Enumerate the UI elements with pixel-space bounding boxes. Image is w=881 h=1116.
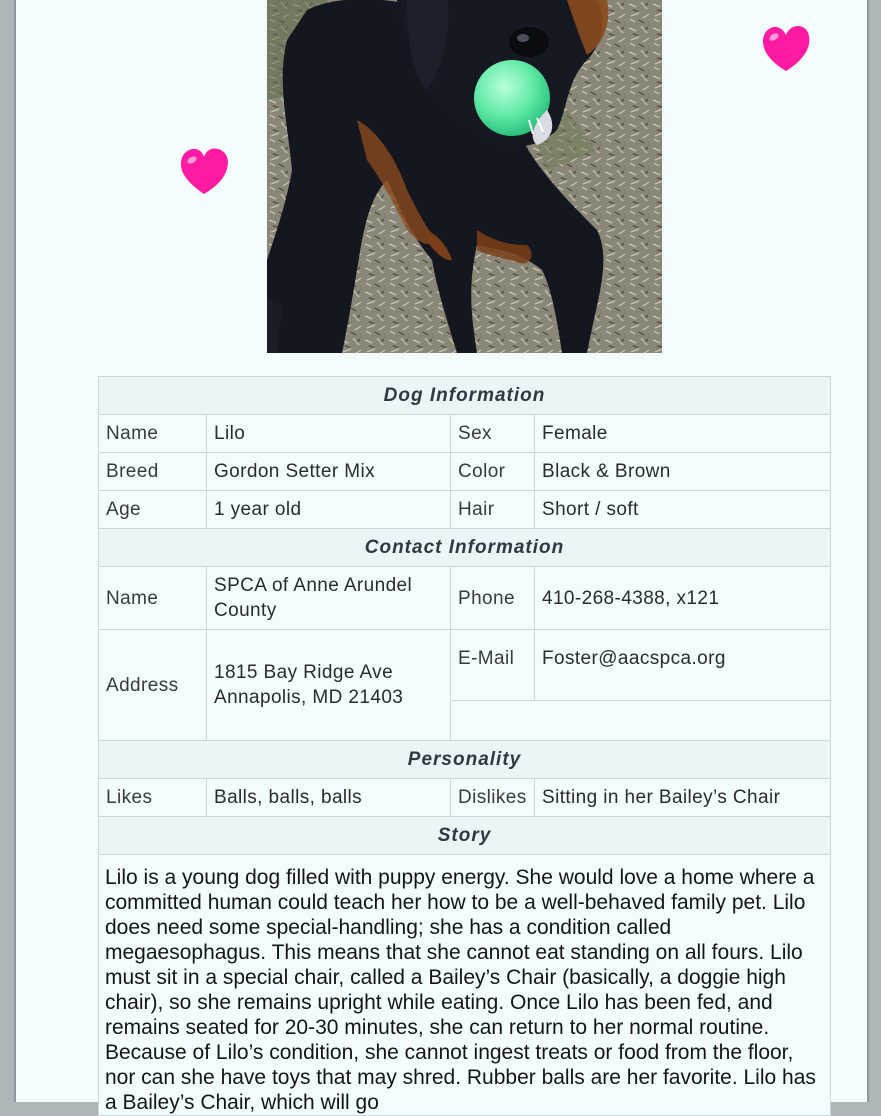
hair-label: Hair (451, 491, 535, 529)
sex-value: Female (535, 415, 831, 453)
age-label: Age (99, 491, 207, 529)
color-value: Black & Brown (535, 453, 831, 491)
name-value: Lilo (207, 415, 451, 453)
dog-info-table (98, 376, 831, 1116)
contact-name-value: SPCA of Anne Arundel County (207, 567, 451, 630)
document-page (14, 0, 869, 1114)
email-label: E-Mail (451, 630, 535, 701)
address-line-2: Annapolis, MD 21403 (214, 687, 404, 708)
dislikes-value: Sitting in her Bailey’s Chair (535, 779, 831, 817)
empty-cell (451, 701, 831, 741)
address-line-1: 1815 Bay Ridge Ave (214, 662, 394, 683)
breed-label: Breed (99, 453, 207, 491)
sex-label: Sex (451, 415, 535, 453)
phone-value[interactable]: 410-268-4388, x121 (535, 567, 831, 630)
address-value (207, 630, 451, 741)
phone-label: Phone (451, 567, 535, 630)
color-label: Color (451, 453, 535, 491)
personality-heading: Personality (99, 741, 831, 779)
name-label: Name (99, 415, 207, 453)
dog-information-heading: Dog Information (99, 377, 831, 415)
likes-label: Likes (99, 779, 207, 817)
contact-name-label: Name (99, 567, 207, 630)
breed-value: Gordon Setter Mix (207, 453, 451, 491)
heart-left-icon (178, 147, 230, 197)
email-value[interactable]: Foster@aacspca.org (535, 630, 831, 701)
story-heading: Story (99, 817, 831, 855)
dog-photo (267, 0, 662, 353)
contact-information-heading: Contact Information (99, 529, 831, 567)
age-value: 1 year old (207, 491, 451, 529)
dislikes-label: Dislikes (451, 779, 535, 817)
hair-value: Short / soft (535, 491, 831, 529)
likes-value: Balls, balls, balls (207, 779, 451, 817)
heart-right-icon (761, 24, 811, 74)
address-label: Address (99, 630, 207, 741)
story-text: Lilo is a young dog filled with puppy energy. She would love a home where a committed human could teach her how to be a well-behaved family pet. Lilo does need some special-handling; she has a condition called megaesophagus. This means that she cannot eat standing on all fours. Lilo must sit in a special chair, called a Bailey’s Chair (basically, a doggie high chair), so she remains upright while eating. Once Lilo has been fed, and remains seated for 20-30 minutes, she can return to her normal routine. Because of Lilo’s condition, she cannot ingest treats or food from the floor, nor can she have toys that may shred. Rubber balls are her favorite. Lilo has a Bailey’s Chair, which will go (99, 855, 831, 1116)
